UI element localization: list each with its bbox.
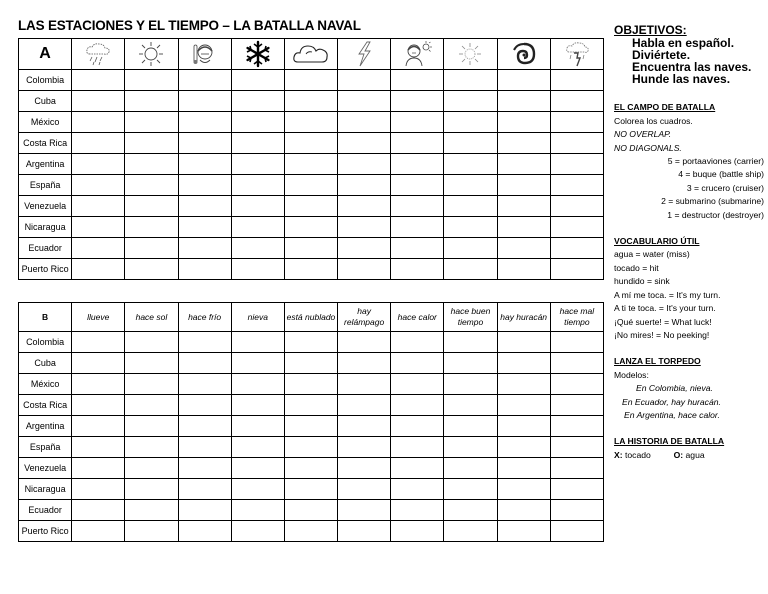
grid-b-cell[interactable] bbox=[338, 479, 391, 500]
modelo-item: En Argentina, hace calor. bbox=[624, 409, 720, 420]
vocab-heading: VOCABULARIO ÚTIL bbox=[614, 236, 700, 247]
grid-b-cell[interactable] bbox=[338, 500, 391, 521]
grid-a-cell[interactable] bbox=[497, 70, 550, 91]
instructions-sidebar bbox=[614, 24, 764, 462]
grid-b-cell[interactable] bbox=[391, 416, 444, 437]
country-label: Cuba bbox=[19, 353, 72, 374]
grid-a-cell[interactable] bbox=[125, 133, 178, 154]
country-label: Puerto Rico bbox=[19, 521, 72, 542]
grid-b-cell[interactable] bbox=[550, 521, 603, 542]
grid-b-cell[interactable] bbox=[550, 437, 603, 458]
vocab-item: ¡No mires! = No peeking! bbox=[614, 329, 710, 340]
grid-a-cell[interactable] bbox=[178, 133, 231, 154]
grid-b-cell[interactable] bbox=[125, 374, 178, 395]
grid-b-cell[interactable] bbox=[497, 332, 550, 353]
country-label: Ecuador bbox=[19, 238, 72, 259]
grid-a-cell[interactable] bbox=[72, 217, 125, 238]
grid-b-cell[interactable] bbox=[231, 521, 284, 542]
snowflake-icon bbox=[231, 39, 284, 70]
grid-a-cell[interactable] bbox=[338, 112, 391, 133]
grid-a-cell[interactable] bbox=[338, 259, 391, 280]
grid-b-cell[interactable] bbox=[284, 416, 337, 437]
grid-a-cell[interactable] bbox=[284, 154, 337, 175]
grid-b-cell[interactable] bbox=[444, 374, 497, 395]
grid-b-cell[interactable] bbox=[550, 500, 603, 521]
grid-a-cell[interactable] bbox=[231, 70, 284, 91]
vocab-item: A ti te toca. = It's your turn. bbox=[614, 303, 716, 314]
grid-a-cell[interactable] bbox=[231, 154, 284, 175]
grid-a-cell[interactable] bbox=[231, 112, 284, 133]
grid-b-cell[interactable] bbox=[391, 353, 444, 374]
grid-b-cell[interactable] bbox=[72, 332, 125, 353]
historia-key bbox=[614, 449, 764, 462]
campo-heading: EL CAMPO DE BATALLA bbox=[614, 102, 716, 113]
grid-a-letter: A bbox=[19, 39, 72, 70]
country-label: Costa Rica bbox=[19, 395, 72, 416]
grid-a-cell[interactable] bbox=[284, 259, 337, 280]
objetivos-heading: OBJETIVOS: bbox=[614, 23, 687, 37]
grid-b-cell[interactable] bbox=[72, 353, 125, 374]
grid-b-cell[interactable] bbox=[178, 500, 231, 521]
grid-a-cell[interactable] bbox=[497, 112, 550, 133]
grid-b-cell[interactable] bbox=[444, 353, 497, 374]
grid-a-cell[interactable] bbox=[338, 154, 391, 175]
grid-a-cell[interactable] bbox=[391, 112, 444, 133]
header-hace-sol: hace sol bbox=[125, 303, 178, 332]
grid-b-cell[interactable] bbox=[391, 500, 444, 521]
vocab-item: hundido = sink bbox=[614, 276, 670, 287]
grid-a-cell[interactable] bbox=[497, 154, 550, 175]
grid-a-cell[interactable] bbox=[231, 217, 284, 238]
objetivo-item: Encuentra las naves. bbox=[632, 60, 752, 75]
country-label: Argentina bbox=[19, 154, 72, 175]
grid-a-cell[interactable] bbox=[284, 175, 337, 196]
grid-b-cell[interactable] bbox=[338, 416, 391, 437]
grid-a-cell[interactable] bbox=[284, 217, 337, 238]
grid-b-cell[interactable] bbox=[178, 458, 231, 479]
grid-a-cell[interactable] bbox=[231, 133, 284, 154]
table-row bbox=[19, 416, 604, 437]
header-hay-relampago: hay relámpago bbox=[338, 303, 391, 332]
grid-b-cell[interactable] bbox=[444, 416, 497, 437]
grid-b-cell[interactable] bbox=[444, 500, 497, 521]
grid-b-cell[interactable] bbox=[72, 395, 125, 416]
grid-b-cell[interactable] bbox=[338, 395, 391, 416]
grid-a-cell[interactable] bbox=[125, 217, 178, 238]
grid-b-cell[interactable] bbox=[497, 500, 550, 521]
grid-b-cell[interactable] bbox=[284, 500, 337, 521]
country-label: Venezuela bbox=[19, 196, 72, 217]
header-hay-huracan: hay huracán bbox=[497, 303, 550, 332]
header-hace-frio: hace frío bbox=[178, 303, 231, 332]
page-title: LAS ESTACIONES Y EL TIEMPO – LA BATALLA NAVAL bbox=[18, 18, 361, 33]
grid-b-cell[interactable] bbox=[497, 395, 550, 416]
objetivo-item: Habla en español. bbox=[632, 36, 735, 51]
grid-b-cell[interactable] bbox=[72, 437, 125, 458]
table-row bbox=[19, 437, 604, 458]
grid-a-cell[interactable] bbox=[391, 91, 444, 112]
grid-a-cell[interactable] bbox=[338, 70, 391, 91]
grid-b-cell[interactable] bbox=[391, 458, 444, 479]
grid-a-cell[interactable] bbox=[125, 70, 178, 91]
grid-a-cell[interactable] bbox=[72, 196, 125, 217]
grid-a-cell[interactable] bbox=[284, 91, 337, 112]
grid-b-cell[interactable] bbox=[231, 395, 284, 416]
grid-a-cell[interactable] bbox=[72, 70, 125, 91]
grid-a-cell[interactable] bbox=[391, 238, 444, 259]
grid-b-cell[interactable] bbox=[284, 437, 337, 458]
grid-b bbox=[18, 302, 604, 542]
grid-b-cell[interactable] bbox=[497, 353, 550, 374]
grid-a-cell[interactable] bbox=[284, 112, 337, 133]
modelo-item: En Colombia, nieva. bbox=[636, 383, 713, 394]
grid-b-cell[interactable] bbox=[231, 374, 284, 395]
grid-b-cell[interactable] bbox=[338, 353, 391, 374]
grid-b-cell[interactable] bbox=[550, 395, 603, 416]
country-label: España bbox=[19, 175, 72, 196]
grid-a-cell[interactable] bbox=[72, 259, 125, 280]
grid-a-cell[interactable] bbox=[391, 133, 444, 154]
country-label: Nicaragua bbox=[19, 479, 72, 500]
grid-b-cell[interactable] bbox=[444, 479, 497, 500]
grid-a-cell[interactable] bbox=[284, 238, 337, 259]
modelos-label: Modelos: bbox=[614, 369, 649, 380]
grid-b-cell[interactable] bbox=[391, 479, 444, 500]
grid-a-cell[interactable] bbox=[550, 112, 603, 133]
grid-b-cell[interactable] bbox=[284, 332, 337, 353]
grid-b-cell[interactable] bbox=[125, 500, 178, 521]
grid-a-cell[interactable] bbox=[550, 133, 603, 154]
country-label: Colombia bbox=[19, 70, 72, 91]
table-row bbox=[19, 259, 604, 280]
table-row bbox=[19, 353, 604, 374]
country-label: México bbox=[19, 374, 72, 395]
grid-b-cell[interactable] bbox=[72, 458, 125, 479]
grid-a-cell[interactable] bbox=[125, 91, 178, 112]
objetivo-item: Diviértete. bbox=[632, 48, 691, 63]
grid-b-cell[interactable] bbox=[231, 416, 284, 437]
grid-b-cell[interactable] bbox=[231, 458, 284, 479]
grid-b-cell[interactable] bbox=[284, 458, 337, 479]
grid-b-cell[interactable] bbox=[550, 458, 603, 479]
grid-b-cell[interactable] bbox=[125, 479, 178, 500]
hot-person-icon bbox=[391, 39, 444, 70]
grid-a-cell[interactable] bbox=[178, 175, 231, 196]
table-row bbox=[19, 70, 604, 91]
grid-b-cell[interactable] bbox=[72, 479, 125, 500]
ship-item: 3 = crucero (cruiser) bbox=[686, 182, 764, 193]
campo-line: NO OVERLAP. bbox=[614, 129, 672, 140]
table-row bbox=[19, 500, 604, 521]
grid-a-cell[interactable] bbox=[125, 238, 178, 259]
grid-a-cell[interactable] bbox=[178, 112, 231, 133]
sun-icon bbox=[125, 39, 178, 70]
grid-b-cell[interactable] bbox=[284, 374, 337, 395]
vocab-item: ¡Qué suerte! = What luck! bbox=[614, 316, 712, 327]
grid-a-cell[interactable] bbox=[391, 154, 444, 175]
grid-b-cell[interactable] bbox=[497, 479, 550, 500]
grid-a-cell[interactable] bbox=[178, 70, 231, 91]
country-label: Argentina bbox=[19, 416, 72, 437]
grid-a-cell[interactable] bbox=[125, 175, 178, 196]
ship-item: 1 = destructor (destroyer) bbox=[667, 209, 764, 220]
header-hace-buen-tiempo: hace buen tiempo bbox=[444, 303, 497, 332]
country-label: México bbox=[19, 112, 72, 133]
country-label: Nicaragua bbox=[19, 217, 72, 238]
grid-a-cell[interactable] bbox=[231, 175, 284, 196]
grid-a-cell[interactable] bbox=[125, 112, 178, 133]
grid-a-cell[interactable] bbox=[444, 196, 497, 217]
grid-a-cell[interactable] bbox=[497, 217, 550, 238]
grid-a-cell[interactable] bbox=[444, 175, 497, 196]
table-row bbox=[19, 154, 604, 175]
ship-item: 2 = submarino (submarine) bbox=[661, 196, 764, 207]
objetivo-item: Hunde las naves. bbox=[632, 72, 731, 87]
grid-b-cell[interactable] bbox=[391, 374, 444, 395]
grid-a-cell[interactable] bbox=[497, 196, 550, 217]
grid-b-cell[interactable] bbox=[178, 332, 231, 353]
table-row bbox=[19, 479, 604, 500]
grid-a-cell[interactable] bbox=[338, 175, 391, 196]
grid-a-cell[interactable] bbox=[391, 70, 444, 91]
table-row bbox=[19, 458, 604, 479]
modelo-item: En Ecuador, hay huracán. bbox=[622, 396, 721, 407]
grid-b-cell[interactable] bbox=[338, 521, 391, 542]
grid-b-cell[interactable] bbox=[497, 374, 550, 395]
grid-b-cell[interactable] bbox=[178, 521, 231, 542]
grid-a-cell[interactable] bbox=[391, 259, 444, 280]
grid-a-cell[interactable] bbox=[391, 217, 444, 238]
country-label: España bbox=[19, 437, 72, 458]
grid-b-cell[interactable] bbox=[550, 353, 603, 374]
grid-a-cell[interactable] bbox=[231, 238, 284, 259]
grid-b-cell[interactable] bbox=[125, 458, 178, 479]
grid-b-cell[interactable] bbox=[231, 353, 284, 374]
grid-b-cell[interactable] bbox=[178, 374, 231, 395]
grid-b-cell[interactable] bbox=[497, 416, 550, 437]
grid-b-cell[interactable] bbox=[550, 332, 603, 353]
campo-line: NO DIAGONALS. bbox=[614, 142, 682, 153]
grid-b-cell[interactable] bbox=[391, 332, 444, 353]
sunny-sky-icon bbox=[444, 39, 497, 70]
grid-a-cell[interactable] bbox=[125, 196, 178, 217]
hurricane-icon bbox=[497, 39, 550, 70]
grid-a-cell[interactable] bbox=[178, 154, 231, 175]
x-value: tocado bbox=[624, 449, 651, 460]
o-value: agua bbox=[685, 449, 705, 460]
grid-a-cell[interactable] bbox=[497, 238, 550, 259]
grid-b-cell[interactable] bbox=[284, 521, 337, 542]
grid-a-cell[interactable] bbox=[444, 217, 497, 238]
grid-b-cell[interactable] bbox=[444, 437, 497, 458]
grid-a-cell[interactable] bbox=[338, 196, 391, 217]
table-row bbox=[19, 374, 604, 395]
grid-b-cell[interactable] bbox=[444, 395, 497, 416]
grid-a-cell[interactable] bbox=[391, 196, 444, 217]
grid-a-cell[interactable] bbox=[231, 259, 284, 280]
grid-b-cell[interactable] bbox=[444, 521, 497, 542]
table-row bbox=[19, 112, 604, 133]
grid-b-cell[interactable] bbox=[231, 500, 284, 521]
grid-a-cell[interactable] bbox=[497, 133, 550, 154]
cloud-icon bbox=[284, 39, 337, 70]
grid-a-cell[interactable] bbox=[338, 217, 391, 238]
grid-b-cell[interactable] bbox=[231, 332, 284, 353]
grid-a-cell[interactable] bbox=[284, 196, 337, 217]
grid-a-cell[interactable] bbox=[125, 154, 178, 175]
grid-b-cell[interactable] bbox=[550, 374, 603, 395]
ship-item: 4 = buque (battle ship) bbox=[678, 169, 764, 180]
grid-a-cell[interactable] bbox=[178, 238, 231, 259]
grid-a-cell[interactable] bbox=[444, 154, 497, 175]
header-llueve: llueve bbox=[72, 303, 125, 332]
grid-b-cell[interactable] bbox=[72, 500, 125, 521]
table-row bbox=[19, 395, 604, 416]
grid-b-cell[interactable] bbox=[178, 353, 231, 374]
grid-a bbox=[18, 38, 604, 280]
grid-a-cell[interactable] bbox=[550, 259, 603, 280]
storm-icon bbox=[550, 39, 603, 70]
o-key: O: bbox=[673, 449, 684, 460]
grid-b-cell[interactable] bbox=[338, 374, 391, 395]
grid-a-cell[interactable] bbox=[550, 91, 603, 112]
header-nieva: nieva bbox=[231, 303, 284, 332]
grid-a-cell[interactable] bbox=[444, 259, 497, 280]
grid-b-cell[interactable] bbox=[338, 332, 391, 353]
grid-b-cell[interactable] bbox=[338, 458, 391, 479]
grid-a-cell[interactable] bbox=[497, 175, 550, 196]
grid-b-cell[interactable] bbox=[125, 521, 178, 542]
country-label: Puerto Rico bbox=[19, 259, 72, 280]
grid-b-cell[interactable] bbox=[72, 374, 125, 395]
grid-b-cell[interactable] bbox=[391, 437, 444, 458]
table-row bbox=[19, 133, 604, 154]
grid-a-cell[interactable] bbox=[284, 70, 337, 91]
grid-b-cell[interactable] bbox=[178, 395, 231, 416]
grid-b-letter: B bbox=[19, 303, 72, 332]
grid-b-cell[interactable] bbox=[444, 458, 497, 479]
cold-person-icon bbox=[178, 39, 231, 70]
grid-a-cell[interactable] bbox=[231, 196, 284, 217]
grid-a-cell[interactable] bbox=[550, 70, 603, 91]
grid-b-cell[interactable] bbox=[338, 437, 391, 458]
x-key: X: bbox=[614, 449, 623, 460]
rain-cloud-icon bbox=[72, 39, 125, 70]
grid-a-cell[interactable] bbox=[550, 238, 603, 259]
grid-b-cell[interactable] bbox=[178, 437, 231, 458]
grid-b-cell[interactable] bbox=[125, 437, 178, 458]
grid-a-cell[interactable] bbox=[444, 91, 497, 112]
header-hace-calor: hace calor bbox=[391, 303, 444, 332]
grid-a-cell[interactable] bbox=[178, 91, 231, 112]
grid-a-cell[interactable] bbox=[497, 91, 550, 112]
grid-a-cell[interactable] bbox=[72, 154, 125, 175]
ship-item: 5 = portaaviones (carrier) bbox=[667, 156, 764, 167]
vocab-item: A mí me toca. = It's my turn. bbox=[614, 289, 721, 300]
table-row bbox=[19, 175, 604, 196]
grid-b-cell[interactable] bbox=[231, 437, 284, 458]
grid-b-cell[interactable] bbox=[125, 332, 178, 353]
grid-a-cell[interactable] bbox=[497, 259, 550, 280]
grid-a-cell[interactable] bbox=[125, 259, 178, 280]
table-row bbox=[19, 91, 604, 112]
grid-a-cell[interactable] bbox=[550, 154, 603, 175]
country-label: Costa Rica bbox=[19, 133, 72, 154]
grid-b-cell[interactable] bbox=[231, 479, 284, 500]
grid-a-cell[interactable] bbox=[444, 133, 497, 154]
grid-a-cell[interactable] bbox=[231, 91, 284, 112]
grid-b-cell[interactable] bbox=[550, 416, 603, 437]
vocab-item: tocado = hit bbox=[614, 262, 659, 273]
grid-a-cell[interactable] bbox=[72, 133, 125, 154]
grid-b-cell[interactable] bbox=[178, 479, 231, 500]
table-row bbox=[19, 217, 604, 238]
vocab-item: agua = water (miss) bbox=[614, 249, 690, 260]
grid-a-cell[interactable] bbox=[444, 112, 497, 133]
header-esta-nublado: está nublado bbox=[284, 303, 337, 332]
country-label: Colombia bbox=[19, 332, 72, 353]
grid-a-cell[interactable] bbox=[338, 238, 391, 259]
grid-a-cell[interactable] bbox=[550, 217, 603, 238]
grid-a-cell[interactable] bbox=[72, 112, 125, 133]
grid-a-cell[interactable] bbox=[178, 196, 231, 217]
grid-a-cell[interactable] bbox=[444, 70, 497, 91]
table-row bbox=[19, 196, 604, 217]
grid-b-cell[interactable] bbox=[125, 416, 178, 437]
table-row bbox=[19, 521, 604, 542]
grid-a-cell[interactable] bbox=[338, 133, 391, 154]
header-hace-mal-tiempo: hace mal tiempo bbox=[550, 303, 603, 332]
historia-heading: LA HISTORIA DE BATALLA bbox=[614, 436, 725, 447]
grid-b-cell[interactable] bbox=[284, 353, 337, 374]
grid-a-cell[interactable] bbox=[72, 91, 125, 112]
grid-b-cell[interactable] bbox=[497, 521, 550, 542]
country-label: Ecuador bbox=[19, 500, 72, 521]
grid-b-cell[interactable] bbox=[391, 521, 444, 542]
grid-b-cell[interactable] bbox=[391, 395, 444, 416]
grid-b-cell[interactable] bbox=[497, 437, 550, 458]
grid-b-cell[interactable] bbox=[550, 479, 603, 500]
grid-b-cell[interactable] bbox=[178, 416, 231, 437]
country-label: Venezuela bbox=[19, 458, 72, 479]
table-row bbox=[19, 332, 604, 353]
country-label: Cuba bbox=[19, 91, 72, 112]
grid-b-cell[interactable] bbox=[72, 416, 125, 437]
grid-b-cell[interactable] bbox=[284, 395, 337, 416]
grid-b-cell[interactable] bbox=[444, 332, 497, 353]
grid-a-cell[interactable] bbox=[178, 259, 231, 280]
grid-b-cell[interactable] bbox=[125, 353, 178, 374]
torpedo-heading: LANZA EL TORPEDO bbox=[614, 356, 701, 367]
grid-a-cell[interactable] bbox=[444, 238, 497, 259]
lightning-icon bbox=[338, 39, 391, 70]
grid-a-cell[interactable] bbox=[72, 175, 125, 196]
grid-a-cell[interactable] bbox=[178, 217, 231, 238]
grid-b-cell[interactable] bbox=[284, 479, 337, 500]
grid-b-cell[interactable] bbox=[125, 395, 178, 416]
grid-a-cell[interactable] bbox=[391, 175, 444, 196]
grid-b-cell[interactable] bbox=[497, 458, 550, 479]
grid-a-cell[interactable] bbox=[72, 238, 125, 259]
grid-a-cell[interactable] bbox=[338, 91, 391, 112]
grid-b-cell[interactable] bbox=[72, 521, 125, 542]
grid-a-cell[interactable] bbox=[550, 175, 603, 196]
grid-a-cell[interactable] bbox=[550, 196, 603, 217]
table-row bbox=[19, 238, 604, 259]
grid-a-cell[interactable] bbox=[284, 133, 337, 154]
campo-line: Colorea los cuadros. bbox=[614, 115, 693, 126]
